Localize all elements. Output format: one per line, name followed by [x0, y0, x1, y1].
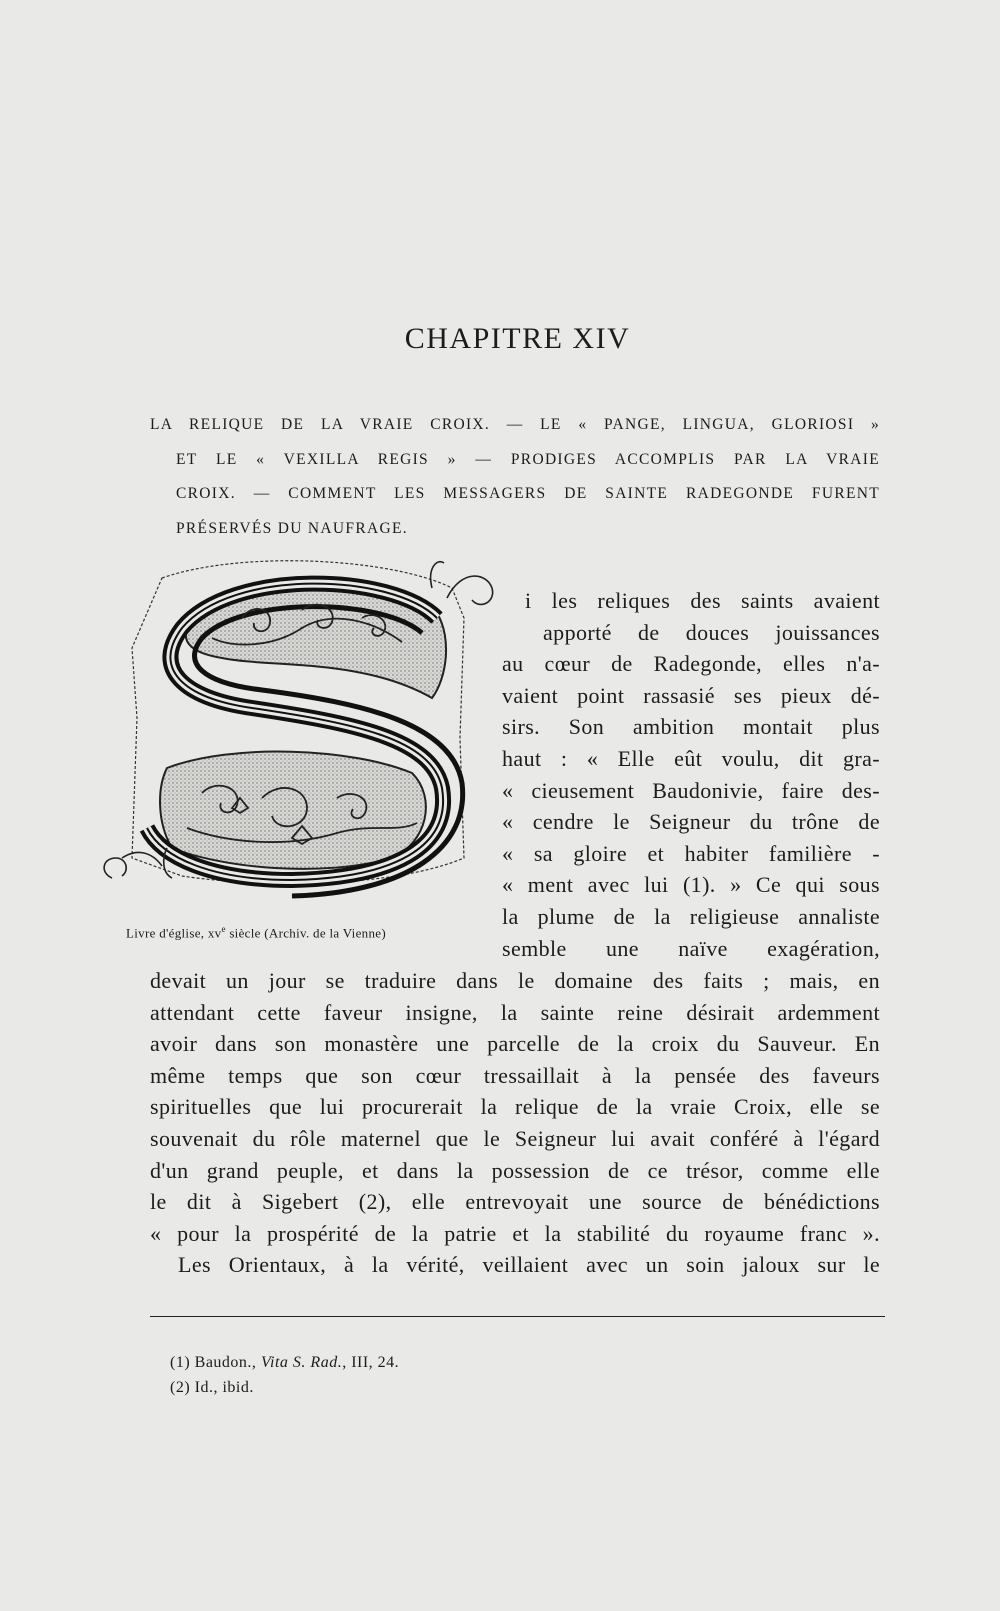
illustration-caption	[126, 924, 486, 941]
text-line: « pour la prospérité de la patrie et la stabilité du royaume franc ».	[150, 1220, 880, 1246]
footnote-1-ref: , III, 24.	[342, 1354, 400, 1371]
wrapped-paragraph	[502, 585, 880, 964]
text-line: haut : « Elle eût voulu, dit gra-	[502, 745, 880, 771]
ornate-letter-s-icon	[92, 558, 522, 913]
text-line: « sa gloire et habiter familière -	[502, 840, 880, 866]
text-line: attendant cette faveur insigne, la sainte reine désirait ardemment	[150, 999, 880, 1025]
footnote-1-text: (1) Baudon.,	[170, 1354, 261, 1371]
caption-superscript: e	[221, 924, 226, 934]
text-line: le dit à Sigebert (2), elle entrevoyait une source de bénédictions	[150, 1189, 880, 1215]
footnote-1	[170, 1350, 399, 1375]
text-line: vaient point rassasié ses pieux dé-	[502, 682, 880, 708]
text-line: Les Orientaux, à la vérité, veillaient avec un soin jaloux sur le	[178, 1252, 880, 1278]
text-line: i les reliques des saints avaient	[525, 588, 880, 613]
caption-text-end: siècle (Archiv. de la Vienne)	[225, 925, 386, 941]
text-line: d'un grand peuple, et dans la possession de ce trésor, comme elle	[150, 1157, 880, 1183]
text-line: au cœur de Radegonde, elles n'a-	[502, 651, 880, 677]
text-line: « cieusement Baudonivie, faire des-	[502, 777, 880, 803]
summary-line: PRÉSERVÉS DU NAUFRAGE.	[176, 519, 408, 537]
text-line: devait un jour se traduire dans le domaine des faits ; mais, en	[150, 968, 880, 993]
footnote-1-title: Vita S. Rad.	[260, 1354, 343, 1371]
text-line: même temps que son cœur tressaillait à la pensée des faveurs	[150, 1062, 880, 1088]
text-line: sirs. Son ambition montait plus	[502, 714, 880, 740]
chapter-title: CHAPITRE XIV	[404, 322, 631, 355]
footnote-separator	[150, 1316, 885, 1317]
text-line: semble une naïve exagération,	[502, 935, 880, 961]
text-line: « cendre le Seigneur du trône de	[502, 809, 880, 835]
text-line: souvenait du rôle maternel que le Seigneur lui avait conféré à l'égard	[150, 1125, 880, 1151]
text-line: « ment avec lui (1). » Ce qui sous	[502, 872, 880, 898]
summary-line: LA RELIQUE DE LA VRAIE CROIX. — LE « PANGE, LINGUA, GLORIOSI »	[150, 416, 880, 433]
summary-line: CROIX. — COMMENT LES MESSAGERS DE SAINTE RADEGONDE FURENT	[176, 485, 880, 502]
text-line: la plume de la religieuse annaliste	[502, 903, 880, 929]
footnotes	[170, 1350, 399, 1400]
footnote-2: (2) Id., ibid.	[170, 1379, 254, 1396]
chapter-summary	[150, 408, 880, 546]
summary-line: ET LE « VEXILLA REGIS » — PRODIGES ACCOMPLIS PAR LA VRAIE	[176, 450, 880, 468]
text-line: apporté de douces jouissances	[543, 619, 880, 645]
main-paragraph	[150, 965, 880, 1281]
illuminated-initial-s	[92, 558, 522, 913]
caption-text: Livre d'église, xv	[126, 925, 222, 941]
text-line: spirituelles que lui procurerait la relique de la vraie Croix, elle se	[150, 1094, 880, 1120]
text-line: avoir dans son monastère une parcelle de la croix du Sauveur. En	[150, 1031, 880, 1057]
